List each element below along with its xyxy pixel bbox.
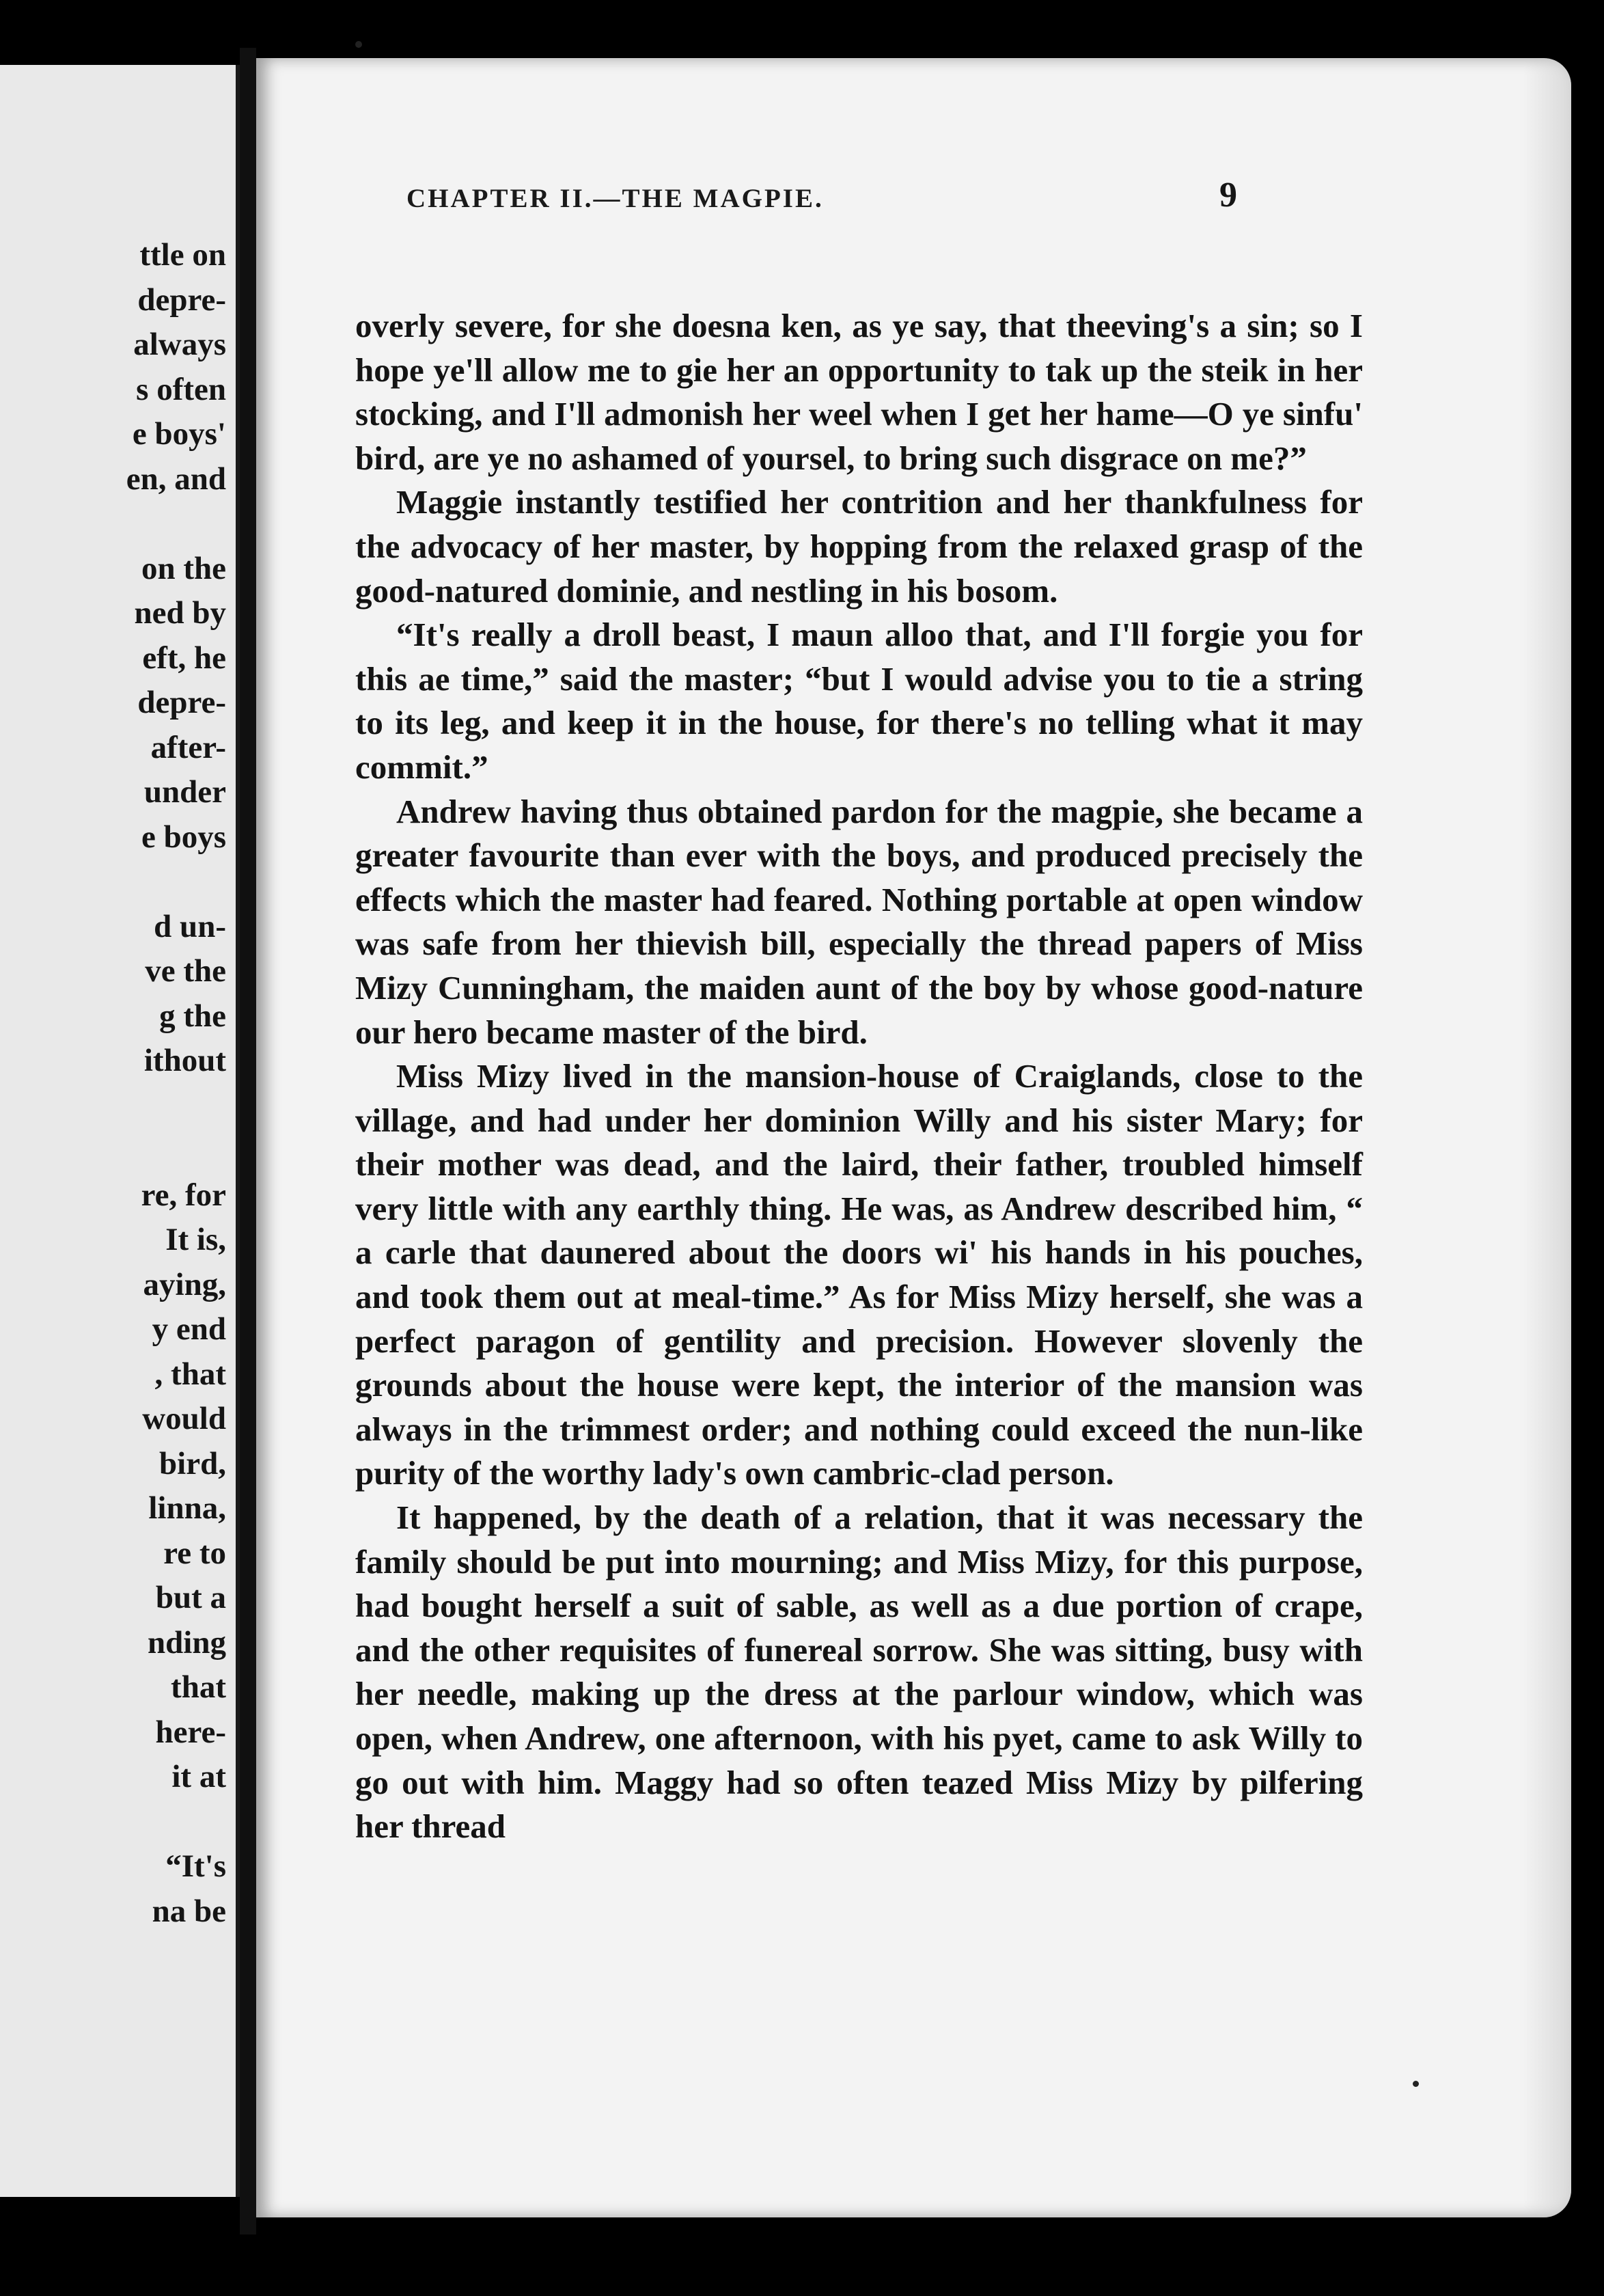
previous-page-line: aying, [143,1266,226,1302]
paragraph-5: Miss Mizy lived in the mansion-house of Craiglands, close to the village, and had under her dominion Willy and his sister Mary; for their mother was dead, and the laird, their father, troubled himself very little with any earthly thing. He was, as Andrew described him, “ a carle that daunered about the doors wi' his hands in his pouches, and took them out at meal-time.” As for Miss Mizy herself, she was a perfect paragon of gentility and precision. However slovenly the grounds about the house were kept, the interior of the mansion was always in the trimmest order; and nothing could exceed the nun-like purity of the worthy lady's own cambric-clad person. [355,1057,1363,1492]
previous-page-line: ithout [143,1043,226,1078]
previous-page-line: after- [150,729,226,765]
previous-page-line: re, for [141,1177,226,1213]
paragraph-1: overly severe, for she doesna ken, as ye say, that theeving's a sin; so I hope ye'll allow me to gie her an opportunity to tak up the steik in her stocking, and I'll admonish her weel when I get her hame—O ye sinfu' bird, are ye no ashamed of yoursel, to bring such disgrace on me?” [355,307,1363,477]
previous-page-line: would [142,1401,226,1436]
previous-page-line: but a [155,1580,226,1615]
previous-page-line: , that [154,1356,226,1392]
running-header: CHAPTER II.—THE MAGPIE. [406,184,824,213]
previous-page-line: ve the [145,953,226,989]
previous-page-line: g the [159,998,226,1034]
print-speck [355,41,362,48]
previous-page-line: re to [163,1535,226,1571]
previous-page-line: linna, [148,1490,226,1526]
previous-page-line: y end [152,1311,226,1347]
previous-page-line: it at [171,1759,226,1794]
previous-page-line: “It's [165,1848,226,1884]
paragraph-3: “It's really a droll beast, I maun alloo that, and I'll forgie you for this ae time,” said the master; “but I would advise you to tie a string to its leg, and keep it in the house, for there's no telling what it may commit.” [355,616,1363,786]
page-number: 9 [1219,176,1237,215]
paragraph-6: It happened, by the death of a relation, that it was necessary the family should be put into mourning; and Miss Mizy, for this purpose, had bought herself a suit of sable, as well as a due portion of crape, and the other requisites of funereal sorrow. She was sitting, busy with her needle, making up the dress at the parlour window, which was open, when Andrew, one afternoon, with his pyet, came to ask Willy to go out with him. Maggy had so often teazed Miss Mizy by pilfering her thread [355,1499,1363,1846]
previous-page-line: nding [148,1624,226,1660]
previous-page-line: that [171,1669,226,1705]
previous-page-line: e boys' [132,416,226,452]
previous-page-line: d un- [154,908,226,944]
previous-page-line: depre- [137,685,226,720]
previous-page-line: It is, [165,1222,226,1257]
paragraph-2: Maggie instantly testified her contrition and her thankfulness for the advocacy of her master, by hopping from the relaxed grasp of the good-natured dominie, and nestling in his bosom. [355,483,1363,610]
previous-page-line: bird, [159,1445,226,1481]
book-gutter [240,48,256,2234]
previous-page-fragment [0,65,240,2197]
previous-page-line: ned by [134,595,226,631]
paragraph-4: Andrew having thus obtained pardon for the magpie, she became a greater favourite than ever with the boys, and produced precisely the effects which the master had feared. Nothing portable at open window was safe from her thievish bill, especially the thread papers of Miss Mizy Cunningham, the maiden aunt of the boy by whose good-nature our hero became master of the bird. [355,792,1363,1051]
print-speck [1413,2081,1419,2087]
previous-page-line: here- [155,1714,226,1750]
previous-page-line: under [143,774,226,810]
previous-page-line: na be [152,1893,226,1929]
previous-page-line: e boys [141,819,226,855]
previous-page-line: s often [136,371,226,407]
body-text [355,304,1363,1849]
previous-page-line: en, and [126,461,226,497]
previous-page-line: always [133,327,226,362]
previous-page-line: eft, he [142,640,226,676]
previous-page-line: ttle on [139,237,226,273]
previous-page-line: depre- [137,282,226,318]
previous-page-line: on the [141,550,226,586]
page-edge-shading [1523,58,1571,2217]
